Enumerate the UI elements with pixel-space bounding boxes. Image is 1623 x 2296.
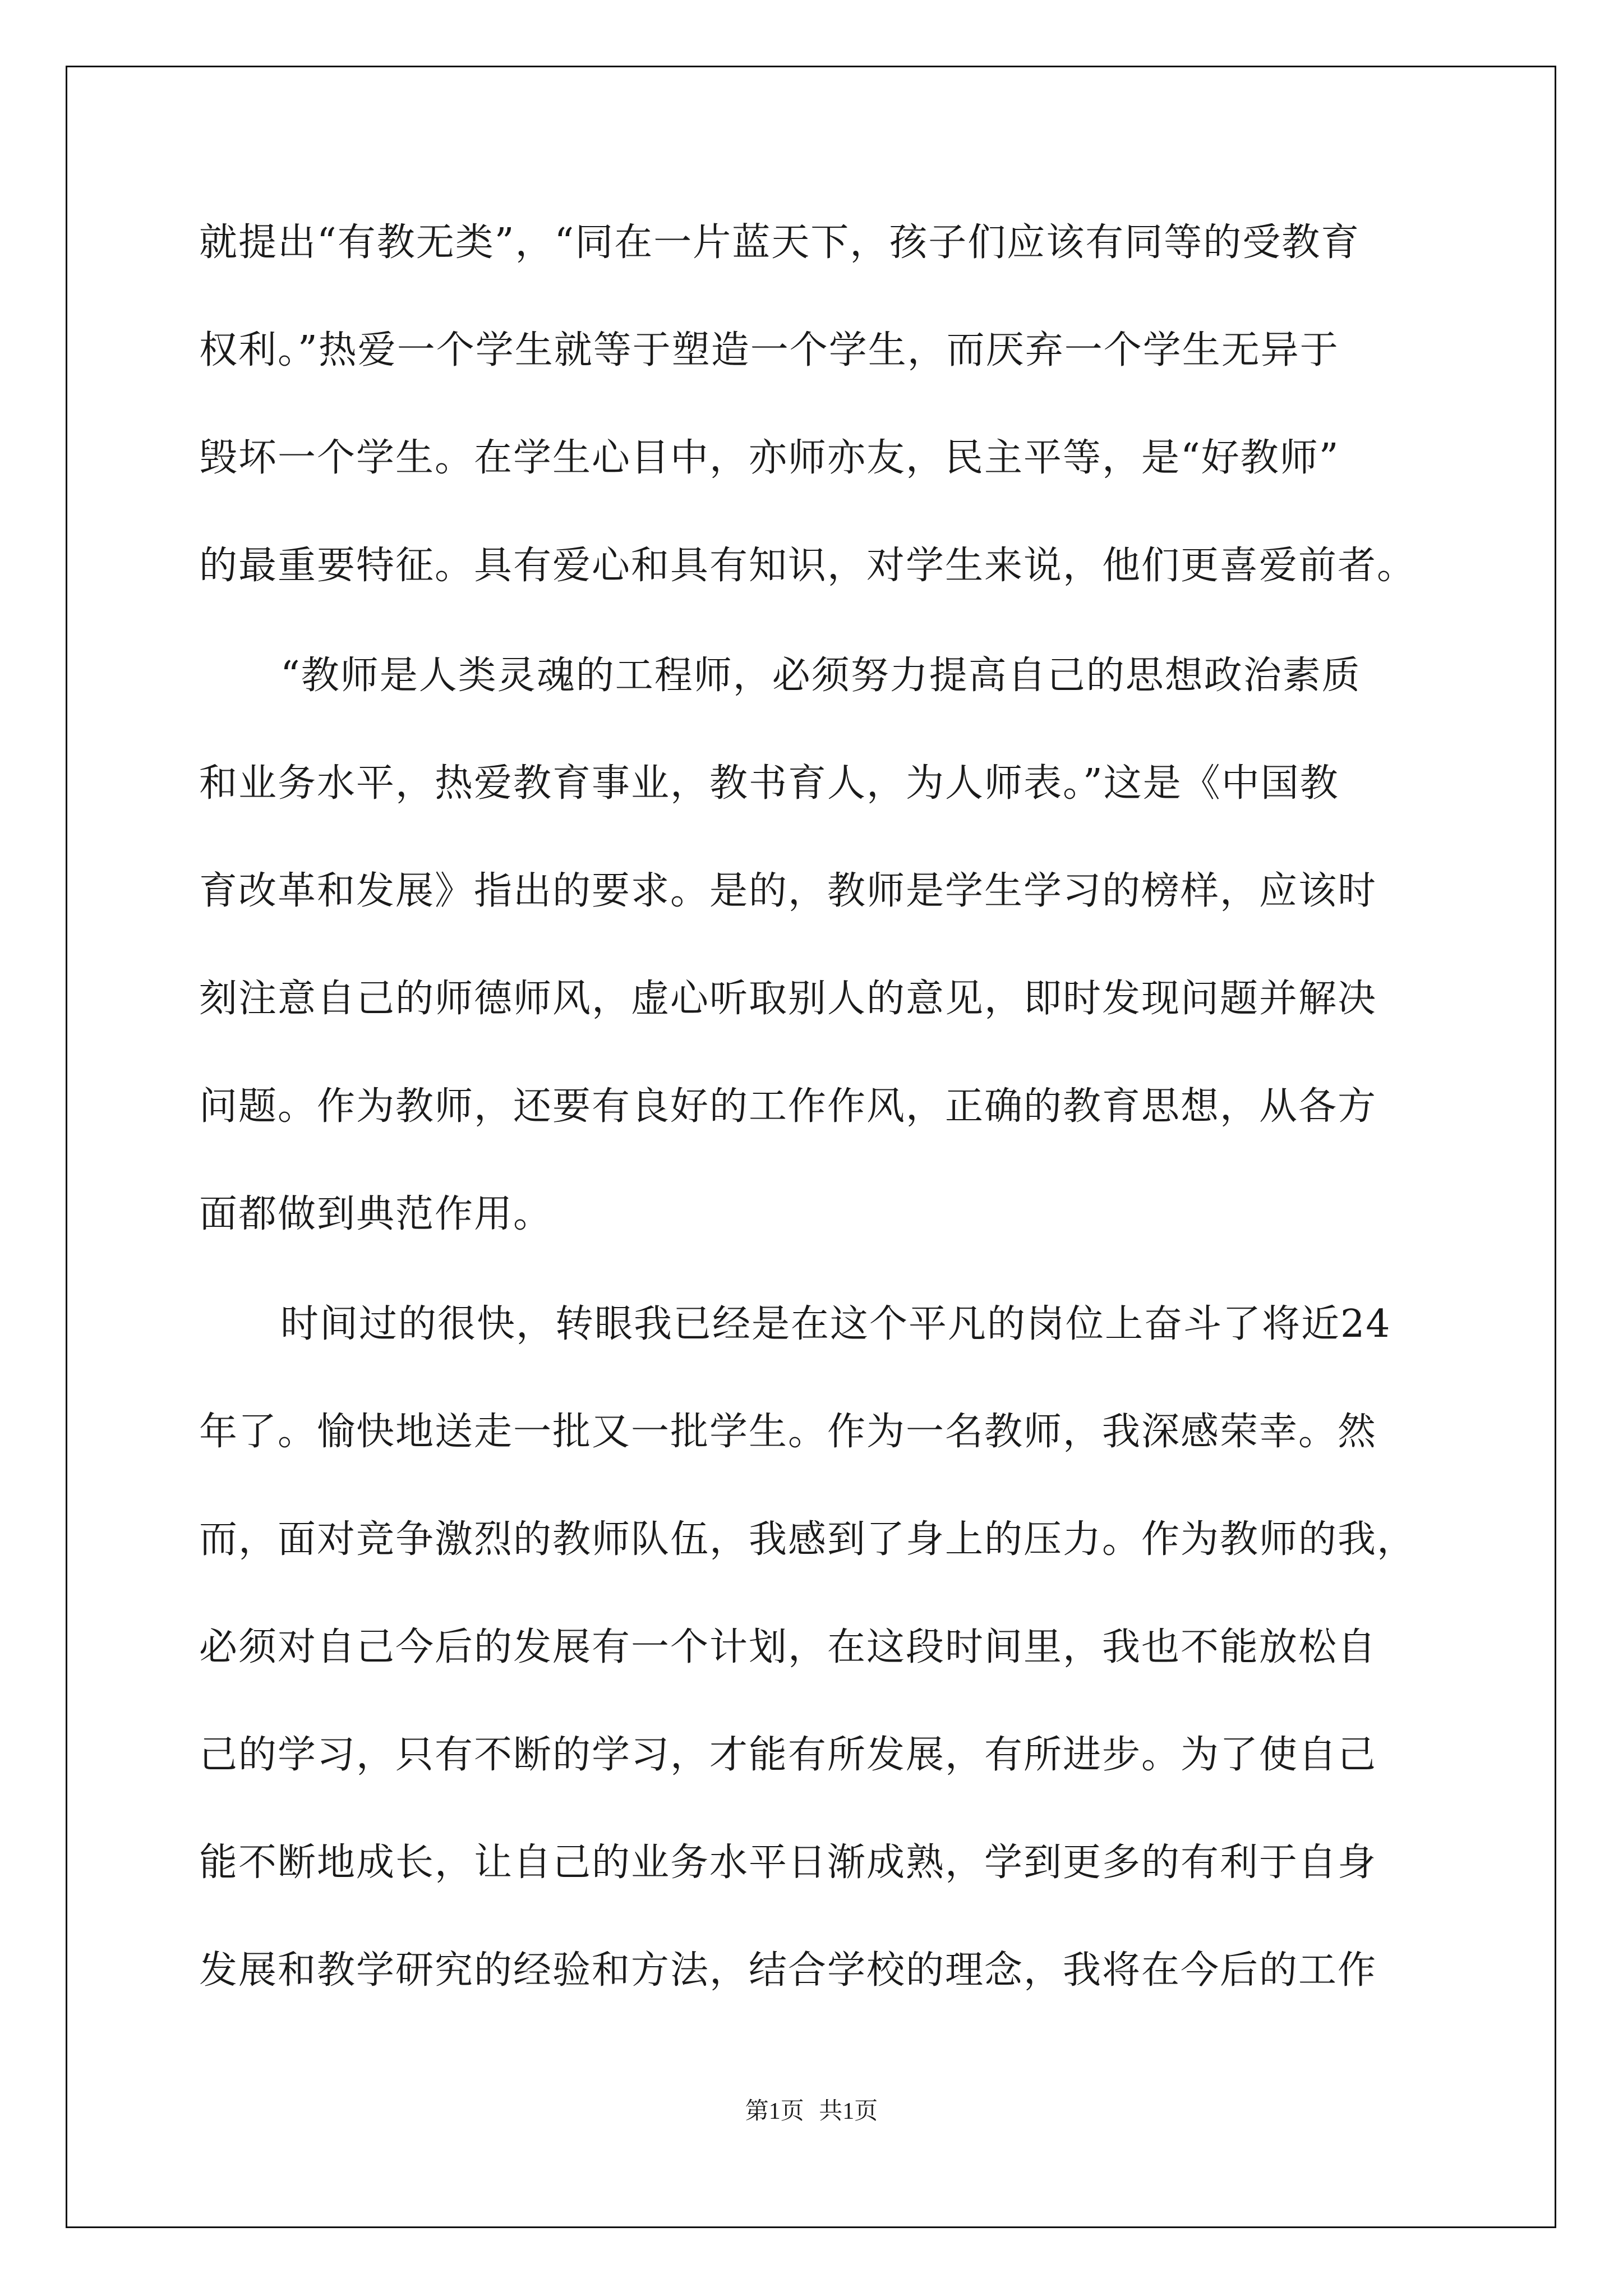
text-line: 能不断地成长，让自己的业务水平日渐成熟，学到更多的有利于自身 [199, 1841, 1377, 1885]
text-line: 刻注意自己的师德师风，虚心听取别人的意见，即时发现问题并解决 [199, 977, 1377, 1021]
paragraph-first-line: “教师是人类灵魂的工程师，必须努力提高自己的思想政治素质 [280, 654, 1361, 698]
page-border [66, 66, 1556, 2228]
text-line: 面都做到典范作用。 [199, 1192, 553, 1236]
text-line: 发展和教学研究的经验和方法，结合学校的理念，我将在今后的工作 [199, 1948, 1377, 1993]
text-line: 和业务水平，热爱教育事业，教书育人，为人师表。”这是《中国教 [199, 761, 1339, 806]
text-line: 己的学习，只有不断的学习，才能有所发展，有所进步。为了使自己 [199, 1733, 1377, 1777]
text-line: 必须对自己今后的发展有一个计划，在这段时间里，我也不能放松自 [199, 1625, 1377, 1669]
page-total: 共1页 [819, 2099, 878, 2124]
paragraph-first-line: 时间过的很快，转眼我已经是在这个平凡的岗位上奋斗了将近24 [280, 1302, 1391, 1346]
text-line: 年了。愉快地送走一批又一批学生。作为一名教师，我深感荣幸。然 [199, 1410, 1377, 1454]
page-number: 第1页 [745, 2099, 804, 2124]
text-line: 的最重要特征。具有爱心和具有知识，对学生来说，他们更喜爱前者。 [199, 544, 1417, 588]
text-line: 就提出“有教无类”，“同在一片蓝天下，孩子们应该有同等的受教育 [199, 220, 1361, 265]
text-line: 育改革和发展》指出的要求。是的，教师是学生学习的榜样，应该时 [199, 869, 1377, 913]
text-line: 权利。”热爱一个学生就等于塑造一个学生，而厌弃一个学生无异于 [199, 328, 1339, 372]
page-footer [0, 2092, 1623, 2126]
text-line: 毁坏一个学生。在学生心目中，亦师亦友，民主平等，是“好教师” [199, 436, 1340, 480]
text-line: 问题。作为教师，还要有良好的工作作风，正确的教育思想，从各方 [199, 1084, 1377, 1129]
text-line: 而，面对竞争激烈的教师队伍，我感到了身上的压力。作为教师的我， [199, 1517, 1417, 1562]
